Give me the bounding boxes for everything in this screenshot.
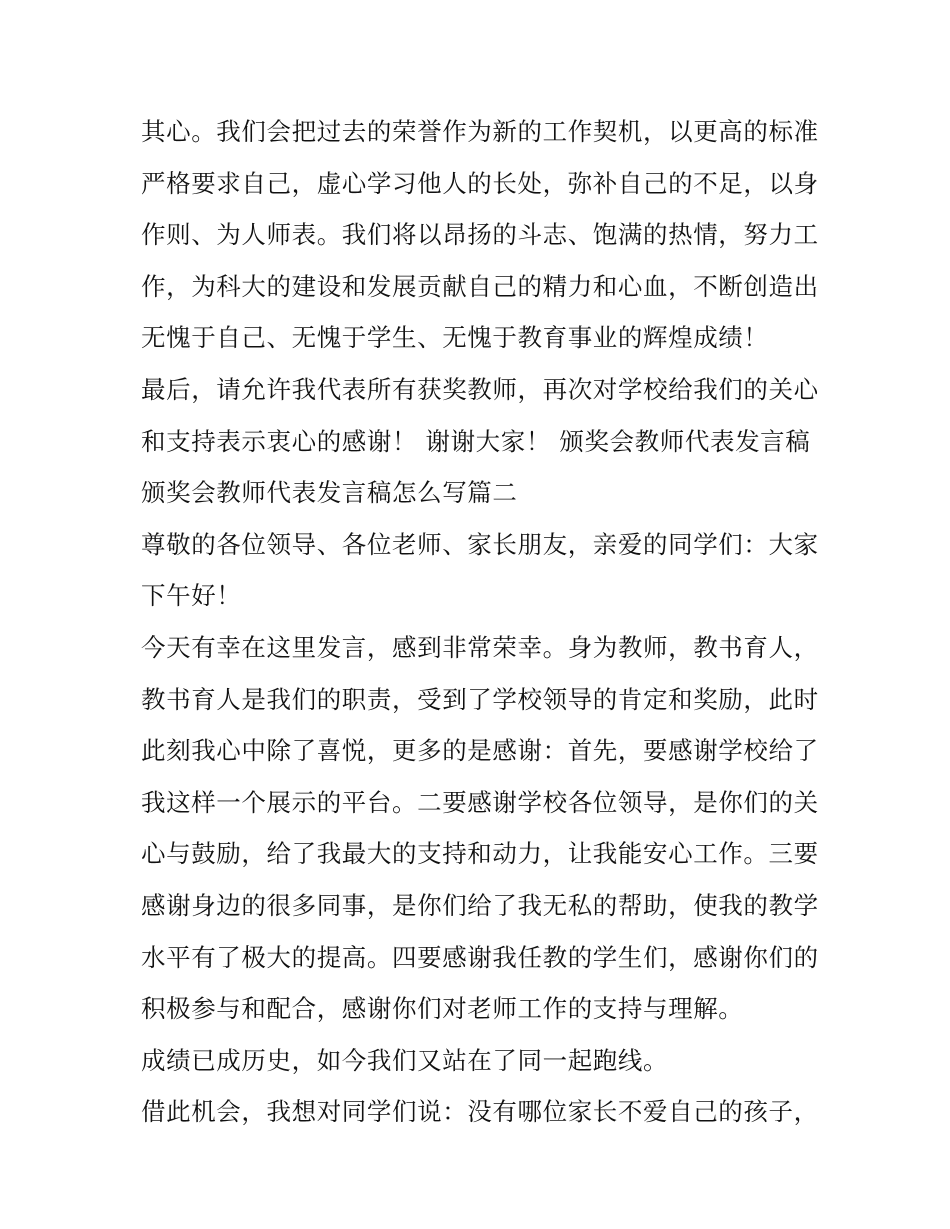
section-heading: 颁奖会教师代表发言稿怎么写篇二	[141, 478, 518, 508]
text-line: 感谢身边的很多同事，是你们给了我无私的帮助，使我的教学	[141, 890, 819, 920]
text-line: 下午好！	[141, 581, 242, 611]
text-line: 教书育人是我们的职责，受到了学校领导的肯定和奖励，此时	[141, 684, 819, 714]
text-line: 和支持表示衷心的感谢！ 谢谢大家！ 颁奖会教师代表发言稿	[141, 426, 811, 456]
text-line: 尊敬的各位领导、各位老师、家长朋友，亲爱的同学们：大家	[141, 529, 819, 559]
text-line: 作，为科大的建设和发展贡献自己的精力和心血，不断创造出	[141, 271, 819, 301]
text-line: 作则、为人师表。我们将以昂扬的斗志、饱满的热情，努力工	[141, 220, 819, 250]
text-line: 借此机会，我想对同学们说：没有哪位家长不爱自己的孩子，	[141, 1097, 819, 1127]
text-line: 心与鼓励，给了我最大的支持和动力，让我能安心工作。三要	[141, 839, 819, 869]
text-line: 此刻我心中除了喜悦，更多的是感谢：首先，要感谢学校给了	[141, 736, 819, 766]
text-line: 水平有了极大的提高。四要感谢我任教的学生们，感谢你们的	[141, 942, 819, 972]
text-line: 最后，请允许我代表所有获奖教师，再次对学校给我们的关心	[141, 374, 819, 404]
text-line: 我这样一个展示的平台。二要感谢学校各位领导，是你们的关	[141, 787, 819, 817]
text-line: 严格要求自己，虚心学习他人的长处，弥补自己的不足，以身	[141, 168, 819, 198]
text-line: 成绩已成历史，如今我们又站在了同一起跑线。	[141, 1045, 669, 1075]
text-line: 无愧于自己、无愧于学生、无愧于教育事业的辉煌成绩！	[141, 323, 769, 353]
text-line: 其心。我们会把过去的荣誉作为新的工作契机，以更高的标准	[141, 117, 819, 146]
text-line: 积极参与和配合，感谢你们对老师工作的支持与理解。	[141, 994, 744, 1024]
document-body	[141, 106, 821, 1138]
text-line: 今天有幸在这里发言，感到非常荣幸。身为教师，教书育人，	[141, 632, 819, 662]
